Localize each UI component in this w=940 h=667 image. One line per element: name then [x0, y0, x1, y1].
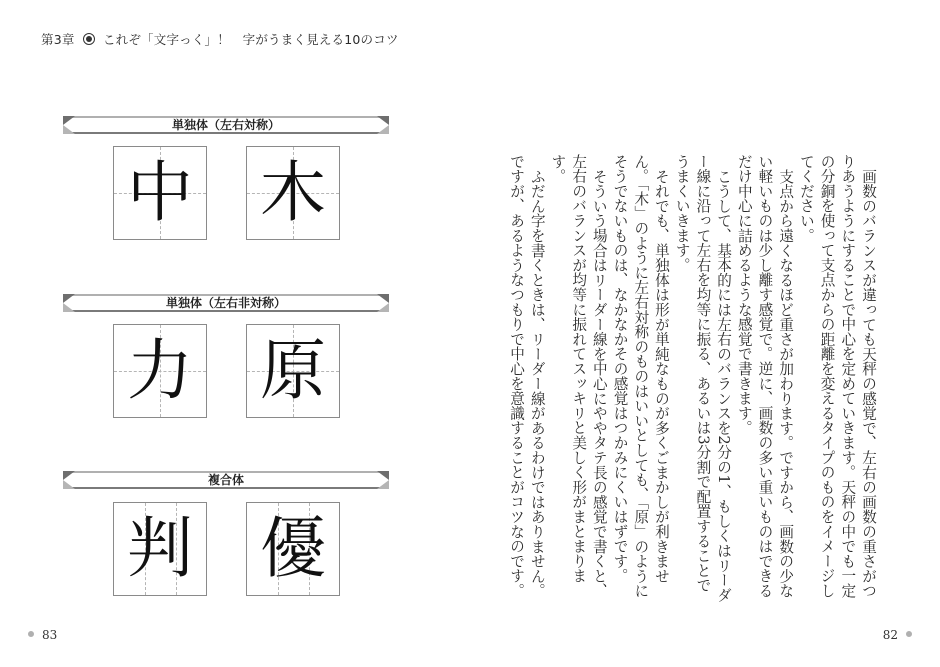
kanji-example-box	[246, 146, 340, 240]
dot-icon	[906, 631, 912, 637]
paragraph: そういう場合はリーダー線を中心にややタテ長の感覚で書くと、左右のバランスが均等に振れてスッキリと美しく形がまとまります。	[549, 154, 608, 598]
paragraph: ふだん字を書くときは、リーダー線があるわけではありません。ですが、あるようなつもりで中心を意識することがコツなのです。	[508, 154, 546, 598]
section-banner-symmetric	[63, 114, 389, 136]
kanji-glyph: 優	[260, 510, 326, 587]
body-text-vertical	[508, 154, 878, 602]
page-gutter	[470, 0, 471, 667]
paragraph: 支点から遠くなるほど重さが加わります。ですから、画数の少ない軽いものは少し離す感覚で。逆に、画数の多い重いものはできるだけ中心に詰めるような感覚で書きます。	[735, 154, 795, 598]
kanji-glyph: 木	[260, 154, 326, 231]
section-title: 単独体（左右非対称）	[165, 296, 286, 310]
bullet-icon	[83, 33, 95, 45]
page-number-right	[883, 628, 912, 642]
page-number-left	[28, 628, 57, 642]
dot-icon	[28, 631, 34, 637]
kanji-glyph: 判	[127, 510, 193, 587]
paragraph: こうして、基本的には左右のバランスを2分の1、もしくはリーダー線に沿って左右を均等に振る、あるいは3分割で配置することでうまくいきます。	[673, 154, 733, 602]
paragraph: 画数のバランスが違っても天秤の感覚で、左右の画数の重さがつりあうようにすることで中心を定めていきます。天秤の中でも一定の分銅を使って支点からの距離を変えるタイプのものをイメージしてください。	[797, 154, 877, 598]
paragraph: それでも、単独体は形が単純なものが多くごまかしが利きません。「木」のように左右対称のものはいいとしても、「原」のようにそうでないものは、なかなかその感覚はつかみにくいはずです。	[611, 154, 670, 599]
section-title: 単独体（左右対称）	[171, 118, 280, 132]
kanji-example-box	[113, 502, 207, 596]
page-number-text: 83	[42, 628, 58, 642]
running-header	[41, 30, 399, 48]
kanji-example-box	[113, 146, 207, 240]
chapter-title: これぞ「文字っく」！ 字がうまく見える10のコツ	[102, 32, 399, 47]
kanji-example-box	[113, 324, 207, 418]
kanji-glyph: 力	[127, 332, 193, 409]
kanji-glyph: 中	[127, 154, 193, 231]
kanji-example-box	[246, 324, 340, 418]
section-title: 複合体	[207, 473, 244, 487]
chapter-label: 第3章	[41, 32, 75, 47]
kanji-glyph: 原	[260, 332, 326, 409]
section-banner-asymmetric	[63, 292, 389, 314]
page-number-text: 82	[882, 628, 898, 642]
kanji-example-box	[246, 502, 340, 596]
section-banner-compound	[63, 469, 389, 491]
